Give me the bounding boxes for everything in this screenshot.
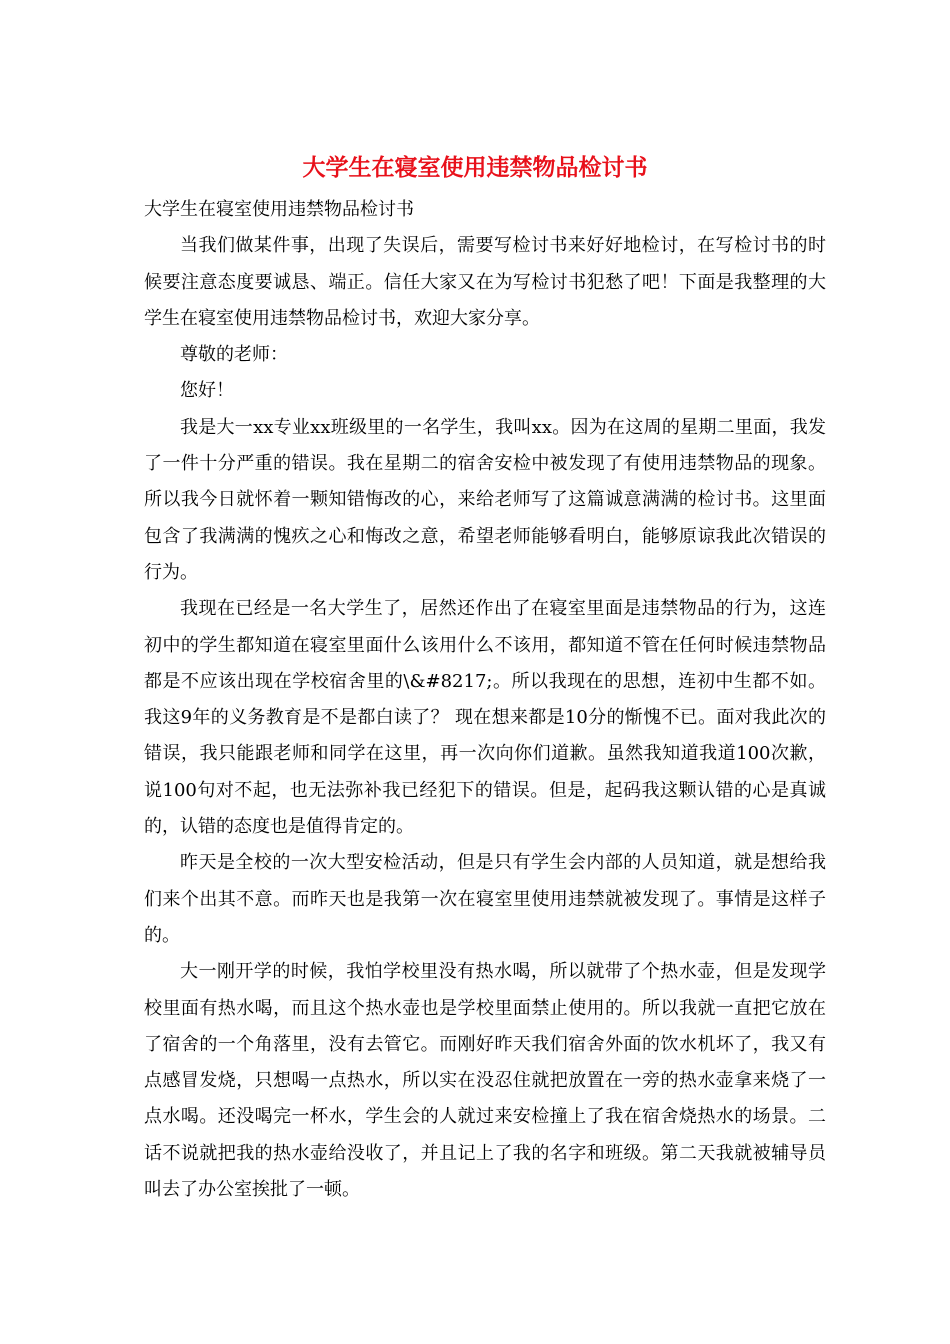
salutation: 尊敬的老师： <box>180 344 288 366</box>
body-paragraph: 我是大一xx专业xx班级里的一名学生，我叫xx。因为在这周的星期二里面，我发了一件十分严重的错误。我在星期二的宿舍安检中被发现了有使用违禁物品的现象。所以我今日就怀着一颗知错悔改的心，来给老师写了这篇诚意满满的检讨书。这里面包含了我满满的愧疚之心和悔改之意，希望老师能够看明白，能够原谅我此次错误的行为。 <box>144 416 826 583</box>
document-subtitle: 大学生在寝室使用违禁物品检讨书 <box>144 199 414 220</box>
document-body <box>144 192 826 1208</box>
body-paragraph: 昨天是全校的一次大型安检活动，但是只有学生会内部的人员知道，就是想给我们来个出其不意。而昨天也是我第一次在寝室里使用违禁就被发现了。事情是这样子的。 <box>144 852 826 946</box>
greeting: 您好！ <box>180 380 234 402</box>
intro-paragraph: 当我们做某件事，出现了失误后，需要写检讨书来好好地检讨，在写检讨书的时候要注意态度要诚恳、端正。信任大家又在为写检讨书犯愁了吧！下面是我整理的大学生在寝室使用违禁物品检讨书，欢迎大家分享。 <box>144 235 826 329</box>
body-paragraph: 我现在已经是一名大学生了，居然还作出了在寝室里面是违禁物品的行为，这连初中的学生都知道在寝室里面什么该用什么不该用，都知道不管在任何时候违禁物品都是不应该出现在学校宿舍里的\&#8217;。所以我现在的思想，连初中生都不如。我这9年的义务教育是不是都白读了？ 现在想来都是10分的惭愧不已。面对我此次的错误，我只能跟老师和同学在这里，再一次向你们道歉。虽然我知道我道100次歉，说100句对不起，也无法弥补我已经犯下的错误。但是，起码我这颗认错的心是真诚的，认错的态度也是值得肯定的。 <box>144 598 826 838</box>
document-title: 大学生在寝室使用违禁物品检讨书 <box>302 154 648 181</box>
body-paragraph: 大一刚开学的时候，我怕学校里没有热水喝，所以就带了个热水壶，但是发现学校里面有热水喝，而且这个热水壶也是学校里面禁止使用的。所以我就一直把它放在了宿舍的一个角落里，没有去管它。而刚好昨天我们宿舍外面的饮水机坏了，我又有点感冒发烧，只想喝一点热水，所以实在没忍住就把放置在一旁的热水壶拿来烧了一点水喝。还没喝完一杯水，学生会的人就过来安检撞上了我在宿舍烧热水的场景。二话不说就把我的热水壶给没收了，并且记上了我的名字和班级。第二天我就被辅导员叫去了办公室挨批了一顿。 <box>144 961 826 1201</box>
